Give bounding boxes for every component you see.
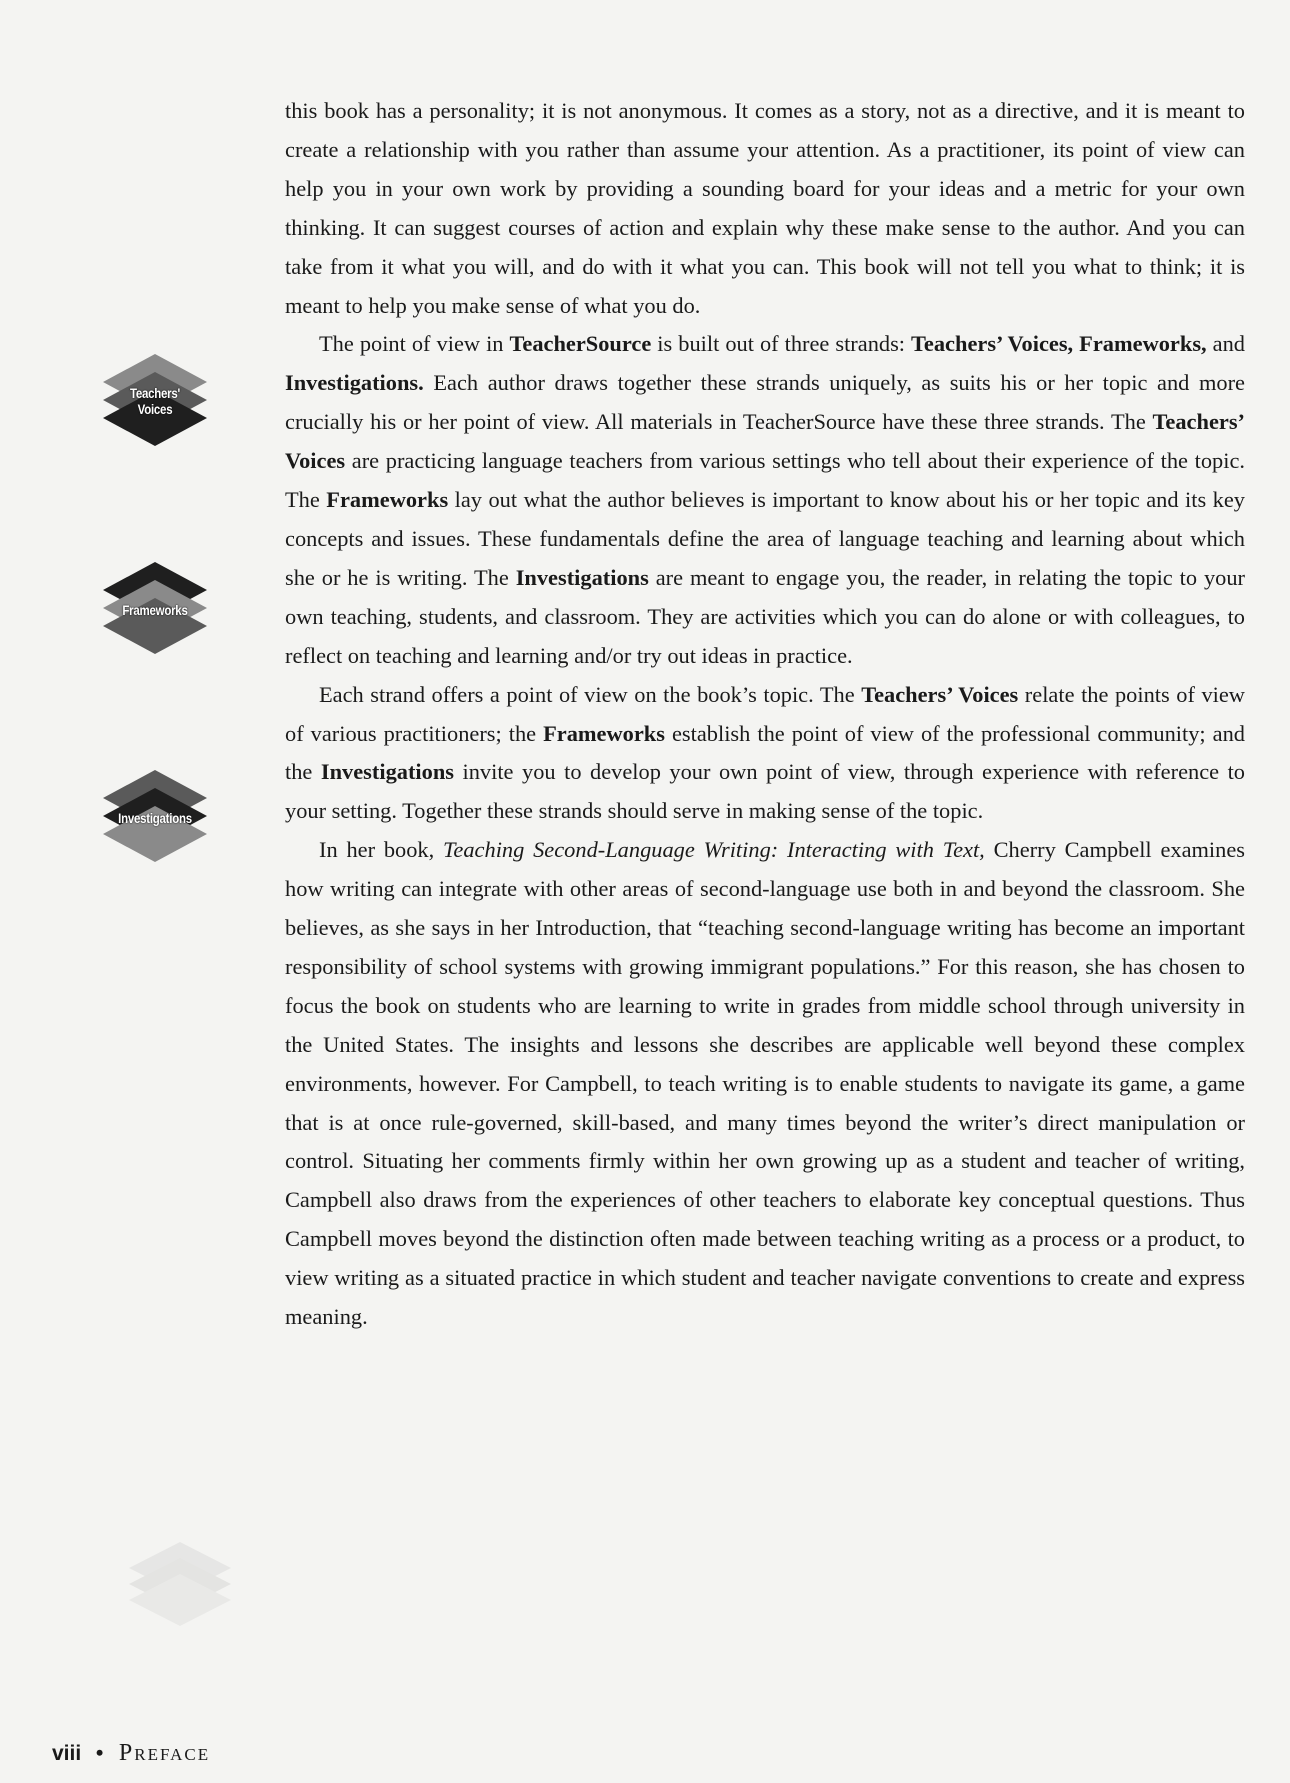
strand-label: Teachers' Voices — [129, 385, 181, 417]
text-run: this book has a personality; it is not anonymous. It comes as a story, not as a directive, and it is meant to create a relationship with you rather than assume your attention. As a practitioner, its point of view can help you in your own work by providing a sounding board for your ideas and a metric for your own thinking. It can suggest courses of action and explain why these make sense to the author. And you can take from it what you will, and do with it what you can. This book will not tell you what to think; it is meant to help you make sense of what you do. — [285, 98, 1245, 318]
book-title: Teaching Second-Language Writing: Interacting with Text, — [443, 837, 985, 863]
show-through-diamond-icon — [125, 1540, 235, 1630]
bold-term: Investigations — [515, 564, 649, 590]
separator-bullet: • — [95, 1740, 105, 1765]
text-run: The point of view in — [319, 331, 510, 357]
paragraph — [285, 676, 1245, 832]
text-run: Each strand offers a point of view on the book’s topic. The — [319, 681, 862, 707]
text-run: are meant to engage you, the reader, in relating the topic to your own teaching, students, and classroom. They are activities which you can do alone or with colleagues, to reflect on teaching and learning and/or try out ideas in practice. — [285, 564, 1245, 668]
body-text — [285, 92, 1245, 1337]
text-run: relate the points of view of various practitioners; the — [285, 681, 1245, 746]
bold-term: Teachers’ Voices — [285, 409, 1245, 474]
text-run: Each author draws together these strands uniquely, as suits his or her topic and more crucially his or her point of view. All materials in TeacherSource have these three strands. The — [285, 370, 1245, 435]
bold-term: Frameworks — [543, 720, 665, 746]
strand-label: Frameworks — [122, 602, 188, 618]
page-number: viii — [52, 1742, 82, 1765]
investigations-strand-icon — [95, 768, 215, 868]
text-run: invite you to develop your own point of view, through experience with reference to your setting. Together these strands should serve in making sense of the topic. — [285, 759, 1246, 824]
text-run: Cherry Campbell examines how writing can integrate with other areas of second-language use both in and beyond the classroom. She believes, as she says in her Introduction, that “teaching second-language writing has become an important responsibility of school systems with growing immigrant populations.” For this reason, she has chosen to focus the book on students who are learning to write in grades from middle school through university in the United States. The insights and lessons she describes are applicable well beyond these complex environments, however. For Campbell, to teach writing is to enable students to navigate its game, a game that is at once rule-governed, skill-based, and many times beyond the writer’s direct manipulation or control. Situating her comments firmly within her own growing up as a student and teacher of writing, Campbell also draws from the experiences of other teachers to elaborate key conceptual questions. Thus Campbell moves beyond the distinction often made between teaching writing as a process or a product, to view writing as a situated practice in which student and teacher navigate conventions to create and express meaning. — [285, 837, 1245, 1330]
text-run: lay out what the author believes is important to know about his or her topic and its key concepts and issues. These fundamentals define the area of language teaching and learning about which she or he is writing. The — [285, 487, 1245, 590]
text-run: is built out of three strands: — [651, 331, 912, 357]
frameworks-strand-icon — [95, 560, 215, 660]
text-run: and — [1206, 331, 1245, 357]
text-run: In her book, — [319, 837, 444, 863]
bold-term: Teachers’ Voices — [861, 681, 1019, 707]
strand-label: Investigations — [118, 810, 192, 826]
running-head: Preface — [118, 1740, 211, 1766]
text-run: establish the point of view of the professional community; and the — [285, 720, 1245, 785]
bold-term: Frameworks — [326, 487, 449, 513]
page-footer — [52, 1740, 210, 1767]
bold-term: Investigations. — [285, 370, 424, 396]
paragraph — [285, 92, 1245, 325]
paragraph — [285, 325, 1245, 675]
bold-term: Teachers’ Voices, Frameworks, — [911, 331, 1207, 357]
bold-term: Investigations — [320, 759, 454, 785]
teachers-voices-strand-icon — [95, 352, 215, 452]
text-run: are practicing language teachers from various settings who tell about their experience of the topic. The — [285, 448, 1245, 513]
bold-term: TeacherSource — [509, 331, 652, 357]
paragraph — [285, 831, 1245, 1337]
